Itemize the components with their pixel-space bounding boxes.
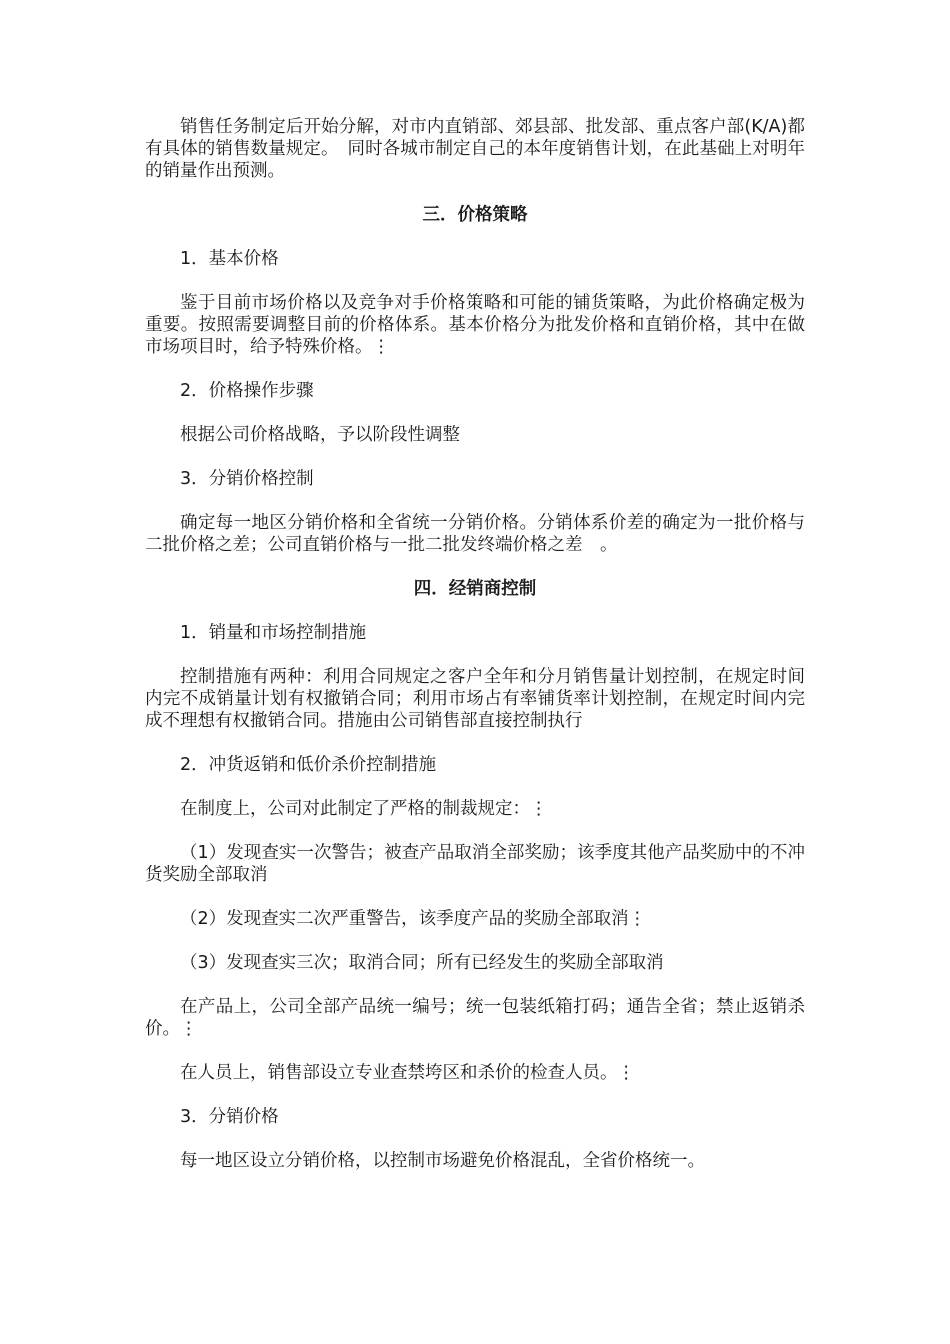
paragraph-rule-1: （1）发现查实一次警告；被查产品取消全部奖励；该季度其他产品奖励中的不冲货奖励全部取消 xyxy=(145,843,805,885)
subheading-crossing-price-cutting: 2．冲货返销和低价杀价控制措施 xyxy=(180,755,437,775)
paragraph-rule-2: （2）发现查实二次严重警告，该季度产品的奖励全部取消⋮ xyxy=(180,909,647,929)
paragraph-system-rules: 在制度上，公司对此制定了严格的制裁规定：⋮ xyxy=(180,799,548,819)
paragraph-sales-market-control: 控制措施有两种：利用合同规定之客户全年和分月销售量计划控制，在规定时间内完不成销量计划有权撤销合同；利用市场占有率铺货率计划控制，在规定时间内完成不理想有权撤销合同。措施由公司销售部直接控制执行 xyxy=(145,667,805,731)
paragraph-distribution-price: 每一地区设立分销价格，以控制市场避免价格混乱，全省价格统一。 xyxy=(180,1151,705,1171)
subheading-price-operation: 2．价格操作步骤 xyxy=(180,381,314,401)
subheading-distribution-price: 3．分销价格 xyxy=(180,1107,279,1127)
paragraph-product-measures: 在产品上，公司全部产品统一编号；统一包装纸箱打码；通告全省；禁止返销杀价。⋮ xyxy=(145,997,805,1039)
paragraph-personnel-measures: 在人员上，销售部设立专业查禁垮区和杀价的检查人员。⋮ xyxy=(180,1063,635,1083)
paragraph-basic-price: 鉴于目前市场价格以及竞争对手价格策略和可能的铺货策略，为此价格确定极为重要。按照需要调整目前的价格体系。基本价格分为批发价格和直销价格，其中在做市场项目时，给予特殊价格。⋮ xyxy=(145,293,805,357)
section-heading-dealer-control: 四．经销商控制 xyxy=(413,579,537,599)
paragraph-rule-3: （3）发现查实三次；取消合同；所有已经发生的奖励全部取消 xyxy=(180,953,664,973)
section-heading-pricing: 三．价格策略 xyxy=(422,205,528,225)
paragraph-distribution-price-control: 确定每一地区分销价格和全省统一分销价格。分销体系价差的确定为一批价格与二批价格之差；公司直销价格与一批二批发终端价格之差 。 xyxy=(145,513,805,555)
paragraph-price-operation: 根据公司价格战略，予以阶段性调整 xyxy=(180,425,460,445)
intro-paragraph: 销售任务制定后开始分解，对市内直销部、郊县部、批发部、重点客户部(K/A)都有具体的销售数量规定。 同时各城市制定自己的本年度销售计划，在此基础上对明年的销量作出预测。 xyxy=(145,117,805,181)
subheading-distribution-price-control: 3．分销价格控制 xyxy=(180,469,314,489)
subheading-basic-price: 1．基本价格 xyxy=(180,249,279,269)
document-body xyxy=(145,116,805,1172)
subheading-sales-market-control: 1．销量和市场控制措施 xyxy=(180,623,367,643)
